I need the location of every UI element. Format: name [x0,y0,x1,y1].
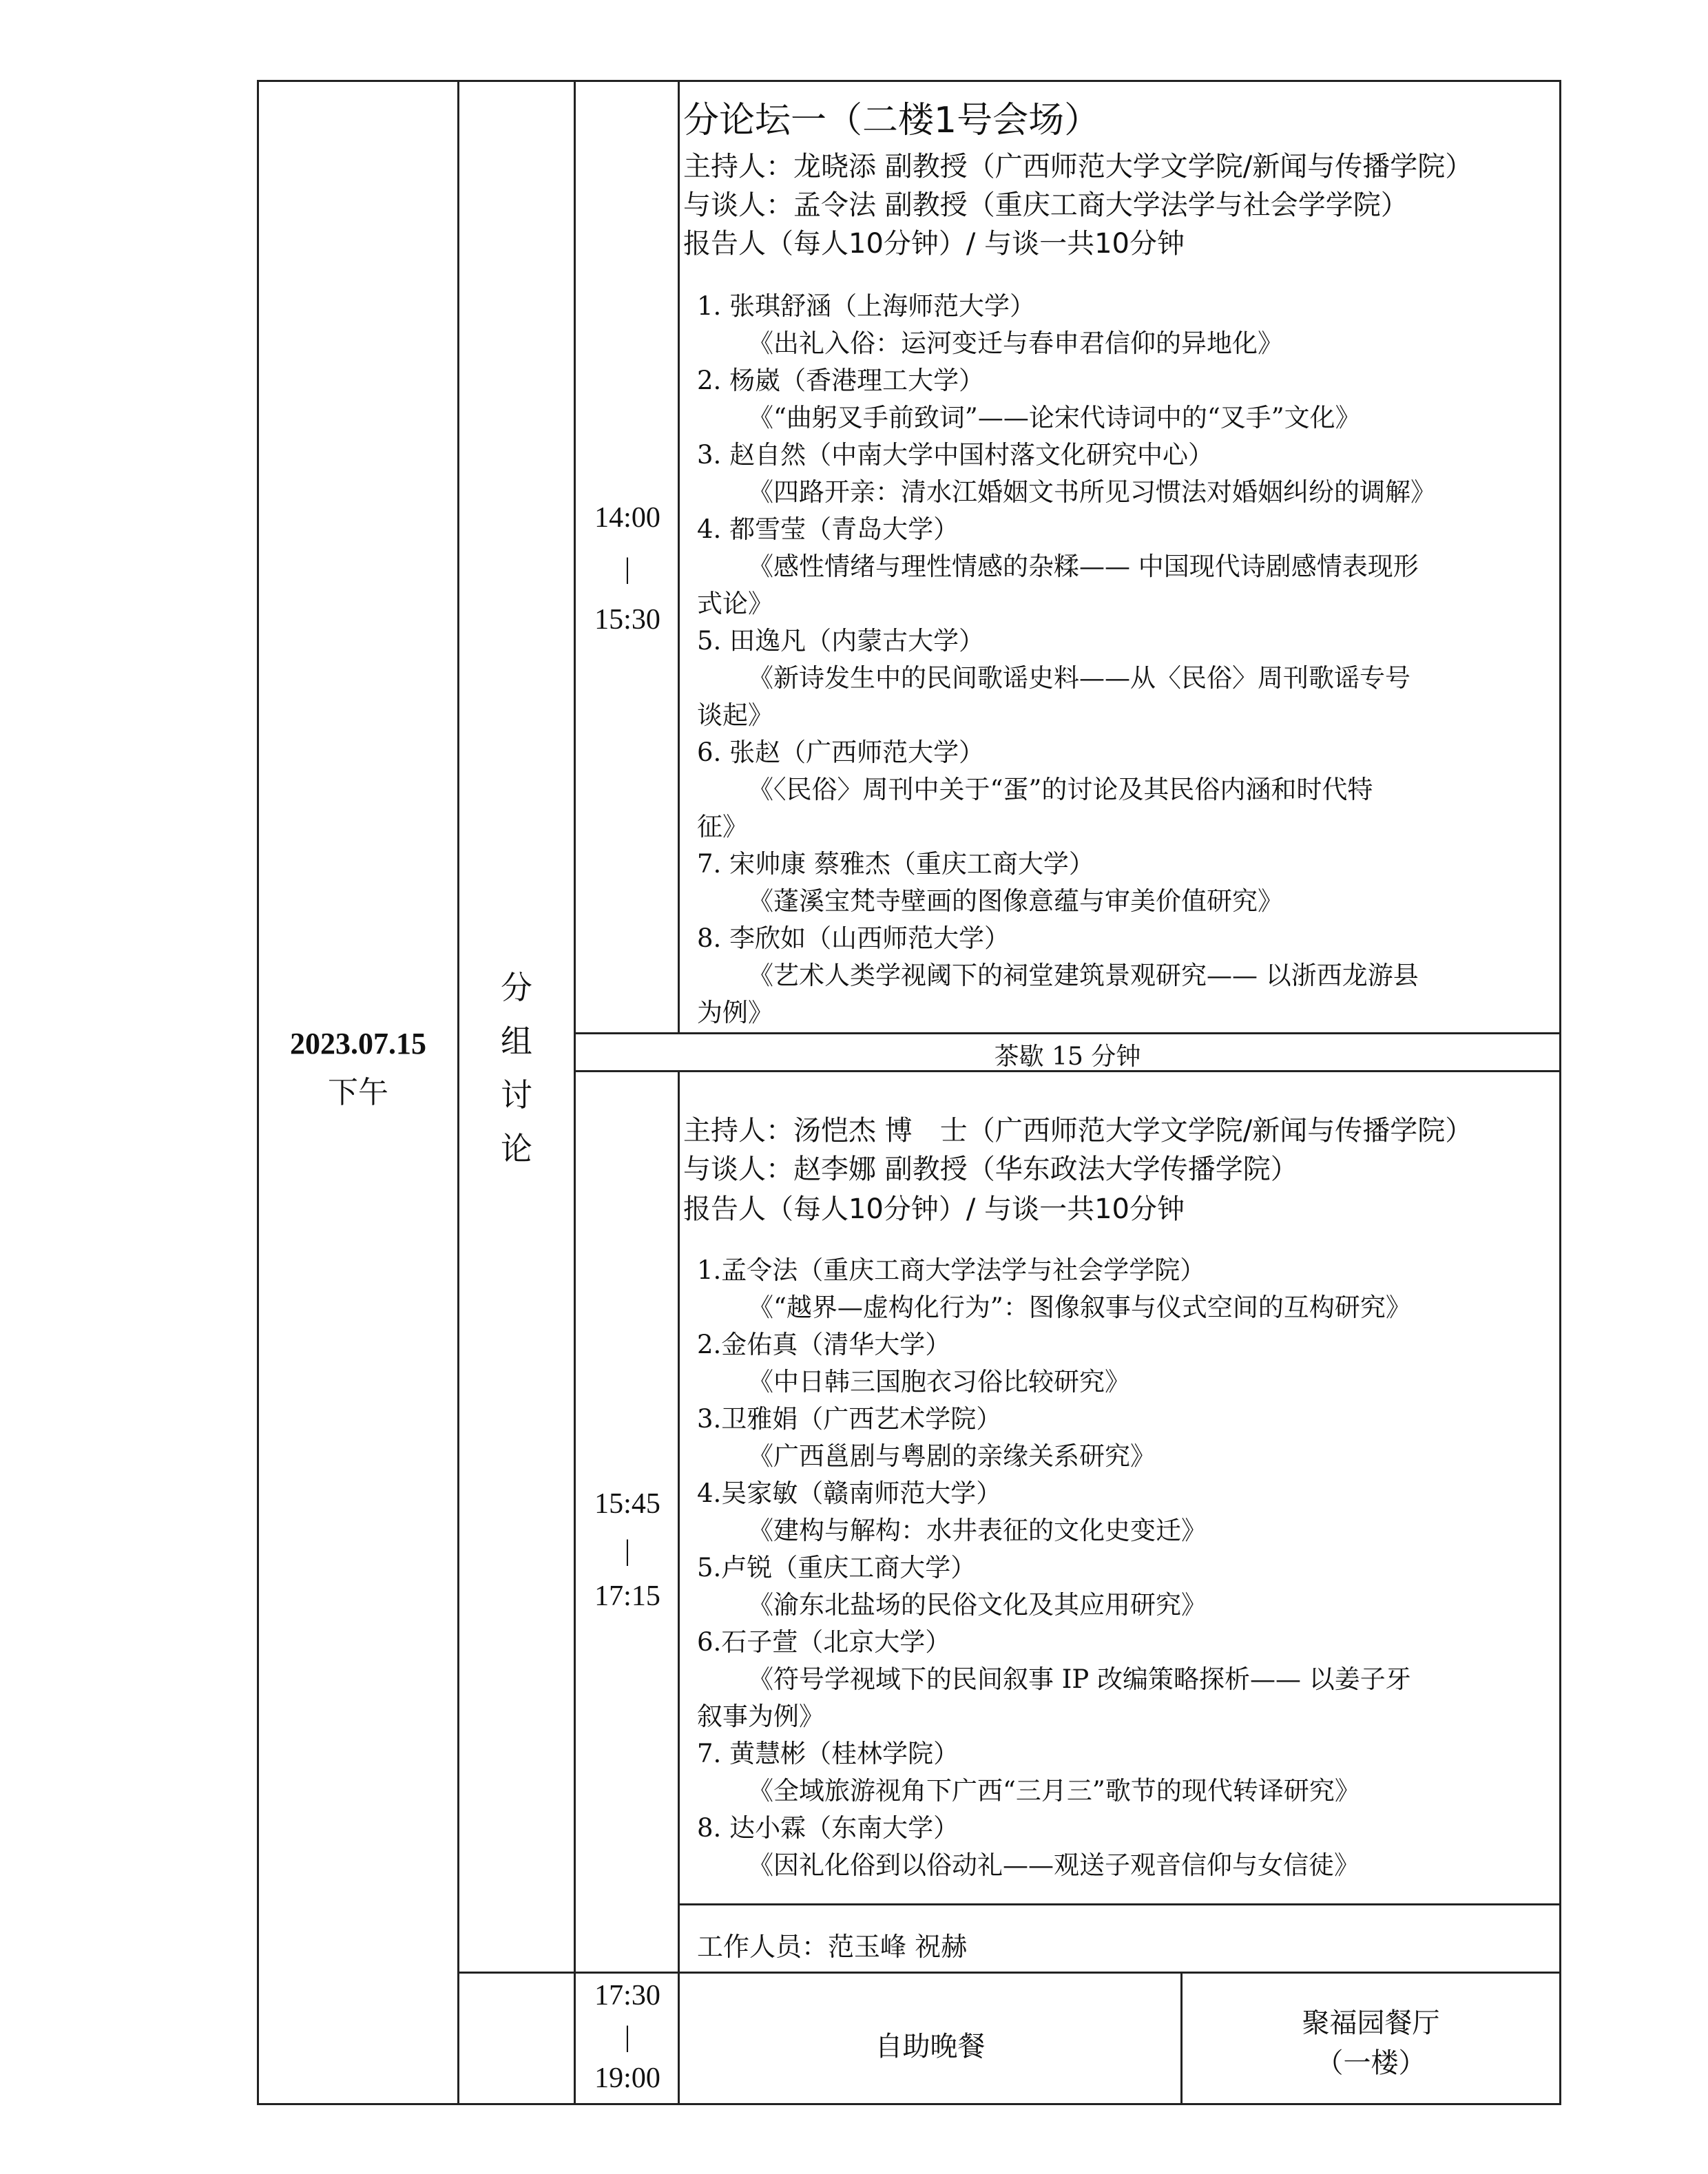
session1-line: 3. 赵自然（中南大学中国村落文化研究中心） [697,440,1214,470]
dinner-time-separator: | [624,2021,631,2053]
section-label-char-1: 分 [501,969,532,1006]
date-label: 2023.07.15 [290,1027,426,1060]
session1-line: 《感性情绪与理性情感的杂糅—— 中国现代诗剧感情表现形 [748,552,1419,581]
session1-line: 2. 杨崴（香港理工大学） [697,366,985,395]
session1-line: 《“曲躬叉手前致词”——论宋代诗词中的“叉手”文化》 [748,403,1361,432]
table-border-top [257,80,1561,82]
session2-line: 《符号学视域下的民间叙事 IP 改编策略探析—— 以姜子牙 [748,1664,1411,1694]
session1-discussant: 与谈人：孟令法 副教授（重庆工商大学法学与社会学学院） [683,189,1408,221]
tea-break: 茶歇 15 分钟 [994,1043,1141,1071]
section-label-char-3: 讨 [501,1076,532,1114]
session1-line: 《蓬溪宝梵寺壁画的图像意蕴与审美价值研究》 [748,886,1283,916]
session2-time-start: 15:45 [594,1488,660,1520]
row-divider-tea-top [574,1032,1561,1034]
session2-reporters: 报告人（每人10分钟）/ 与谈一共10分钟 [683,1193,1185,1225]
session1-line: 谈起》 [697,700,773,730]
session1-title: 分论坛一（二楼1号会场） [683,100,1101,141]
section-label-char-4: 论 [501,1130,532,1167]
session1-line: 《艺术人类学视阈下的祠堂建筑景观研究—— 以浙西龙游县 [748,961,1419,990]
session2-line: 《渝东北盐场的民俗文化及其应用研究》 [748,1590,1207,1620]
session1-line: 4. 都雪莹（青岛大学） [697,514,959,544]
session2-line: 叙事为例》 [697,1702,824,1731]
period-label: 下午 [328,1075,388,1110]
session2-line: 3.卫雅娟（广西艺术学院） [697,1404,1002,1434]
dinner-time-start: 17:30 [594,1980,660,2011]
session2-time-separator: | [624,1535,631,1567]
session1-host: 主持人：龙晓添 副教授（广西师范大学文学院/新闻与传播学院） [683,151,1473,182]
session1-time-separator: | [624,553,631,585]
session1-reporters: 报告人（每人10分钟）/ 与谈一共10分钟 [683,228,1185,260]
session2-line: 5.卢锐（重庆工商大学） [697,1553,977,1582]
session1-line: 为例》 [697,998,773,1027]
session1-line: 8. 李欣如（山西师范大学） [697,923,1010,953]
session1-line: 6. 张赵（广西师范大学） [697,738,985,767]
session2-line: 7. 黄慧彬（桂林学院） [697,1739,959,1768]
section-label-char-2: 组 [501,1023,532,1060]
col-divider-section [574,80,576,2105]
row-divider-dinner [457,1972,1561,1974]
session1-line: 《出礼入俗：运河变迁与春申君信仰的异地化》 [748,328,1283,358]
session1-line: 《〈民俗〉周刊中关于“蛋”的讨论及其民俗内涵和时代特 [748,775,1373,804]
session1-time-end: 15:30 [594,604,660,636]
session1-line: 《四路开亲：清水江婚姻文书所见习惯法对婚姻纠纷的调解》 [748,477,1436,507]
dinner-venue-floor: （一楼） [1315,2047,1426,2079]
session1-line: 1. 张琪舒涵（上海师范大学） [697,291,1036,321]
row-divider-staff [678,1903,1561,1905]
session2-line: 《因礼化俗到以俗动礼——观送子观音信仰与女信徒》 [748,1850,1360,1880]
session2-staff: 工作人员：范玉峰 祝赫 [697,1932,968,1962]
session1-line: 式论》 [697,589,773,618]
session2-line: 2.金佑真（清华大学） [697,1330,951,1359]
session2-host: 主持人：汤恺杰 博 士（广西师范大学文学院/新闻与传播学院） [683,1115,1473,1147]
dinner-time-end: 19:00 [594,2062,660,2094]
table-border-bottom [257,2103,1561,2105]
session1-line: 《新诗发生中的民间歌谣史料——从〈民俗〉周刊歌谣专号 [748,663,1410,693]
col-divider-date [457,80,459,2105]
dinner-event: 自助晚餐 [875,2031,986,2062]
session2-time-end: 17:15 [594,1580,660,1612]
session2-line: 《建构与解构：水井表征的文化史变迁》 [748,1516,1207,1545]
session1-line: 5. 田逸凡（内蒙古大学） [697,626,985,656]
session2-line: 《全域旅游视角下广西“三月三”歌节的现代转译研究》 [748,1776,1360,1806]
session2-line: 《中日韩三国胞衣习俗比较研究》 [748,1367,1130,1397]
session2-line: 《“越界—虚构化行为”：图像叙事与仪式空间的互构研究》 [748,1293,1411,1322]
session2-line: 4.吴家敏（赣南师范大学） [697,1478,1002,1508]
session2-line: 8. 达小霖（东南大学） [697,1813,959,1843]
dinner-venue: 聚福园餐厅 [1302,2007,1440,2039]
session1-line: 征》 [697,812,748,842]
session2-line: 6.石子萱（北京大学） [697,1627,951,1657]
session1-time-start: 14:00 [594,502,660,534]
session2-line: 1.孟令法（重庆工商大学法学与社会学学院） [697,1255,1206,1285]
table-border-right [1559,80,1561,2105]
session2-line: 《广西邕剧与粤剧的亲缘关系研究》 [748,1441,1156,1471]
session2-discussant: 与谈人：赵李娜 副教授（华东政法大学传播学院） [683,1153,1298,1185]
session1-line: 7. 宋帅康 蔡雅杰（重庆工商大学） [697,849,1094,879]
